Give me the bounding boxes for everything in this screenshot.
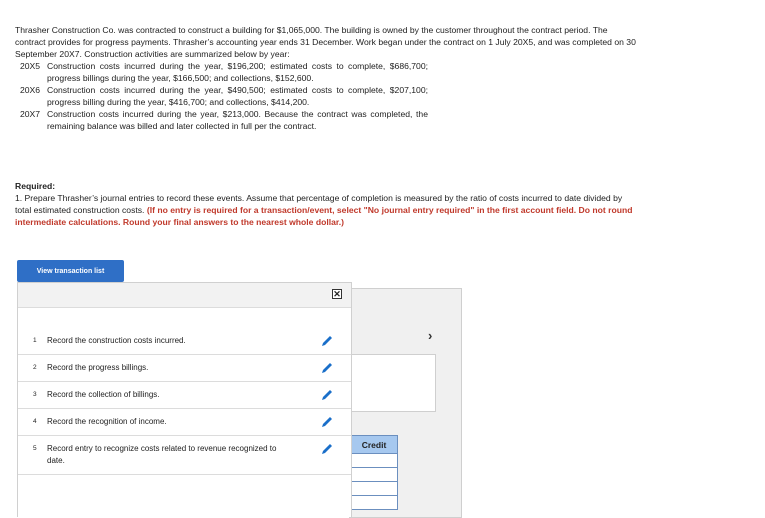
year-row-20x6 [15, 84, 640, 108]
transaction-row[interactable] [18, 382, 351, 409]
year-activities [15, 60, 640, 132]
credit-column-header: Credit [350, 435, 398, 454]
year-row-20x7 [15, 108, 640, 132]
close-icon[interactable]: ✕ [333, 289, 341, 299]
year-label: 20X6 [20, 85, 41, 95]
year-description: Construction costs incurred during the year, $490,500; estimated costs to complete, $207,100; progress billing during the year, $416,700; and collections, $414,200. [47, 85, 428, 107]
year-row-20x5 [15, 60, 640, 84]
transaction-row[interactable] [18, 409, 351, 436]
credit-input-cell[interactable] [350, 453, 398, 468]
credit-input-cell[interactable] [350, 467, 398, 482]
credit-input-cell[interactable] [350, 481, 398, 496]
transaction-number: 4 [33, 418, 37, 425]
transaction-text: Record entry to recognize costs related to revenue recognized to date. [47, 444, 277, 465]
transaction-list [18, 328, 351, 475]
required-body [15, 192, 640, 228]
transaction-text: Record the recognition of income. [47, 417, 167, 426]
transaction-text: Record the construction costs incurred. [47, 336, 186, 345]
transaction-row[interactable] [18, 328, 351, 355]
transaction-number: 1 [33, 337, 37, 344]
required-emphasis: (If no entry is required for a transaction/event, select "No journal entry required" in the first account field. Do not round intermediate calculations. Round your final answers to the nearest whole dollar.) [15, 205, 633, 227]
transaction-number: 3 [33, 391, 37, 398]
credit-input-cell[interactable] [350, 495, 398, 510]
transaction-list-popup [17, 282, 352, 517]
required-heading: Required: [15, 181, 56, 191]
intro-paragraph: Thrasher Construction Co. was contracted to construct a building for $1,065,000. The building is owned by the customer throughout the contract period. The contract provides for progress payments. Thrasher’s accounting year ends 31 December. Work began under the contract on 1 July 20X5, and was completed on 30 September 20X7. Construction activities are summarized below by year: [15, 25, 636, 59]
required-section [15, 180, 640, 228]
transaction-text: Record the collection of billings. [47, 390, 160, 399]
required-instructions: 1. Prepare Thrasher’s journal entries to record these events. Assume that percentage of completion is measured by the ratio of costs incurred to date divided by total estimated construction costs. [15, 193, 623, 215]
transaction-number: 2 [33, 364, 37, 371]
year-description: Construction costs incurred during the year, $196,200; estimated costs to complete, $686,700; progress billings during the year, $166,500; and collections, $152,600. [47, 61, 428, 83]
transaction-row[interactable] [18, 436, 351, 475]
problem-intro [15, 24, 640, 132]
pencil-icon[interactable] [320, 415, 334, 429]
transaction-row[interactable] [18, 355, 351, 382]
pencil-icon[interactable] [320, 361, 334, 375]
transaction-number: 5 [33, 445, 37, 452]
transaction-text: Record the progress billings. [47, 363, 149, 372]
popup-header [18, 283, 351, 308]
pencil-icon[interactable] [320, 442, 334, 456]
year-label: 20X5 [20, 61, 41, 71]
pencil-icon[interactable] [320, 388, 334, 402]
year-label: 20X7 [20, 109, 41, 119]
year-description: Construction costs incurred during the year, $213,000. Because the contract was completed, the remaining balance was billed and later collected in full per the contract. [47, 109, 428, 131]
chevron-right-icon[interactable]: › [428, 328, 433, 343]
view-transaction-list-button[interactable]: View transaction list [17, 260, 124, 282]
journal-entry-box [349, 354, 436, 412]
pencil-icon[interactable] [320, 334, 334, 348]
